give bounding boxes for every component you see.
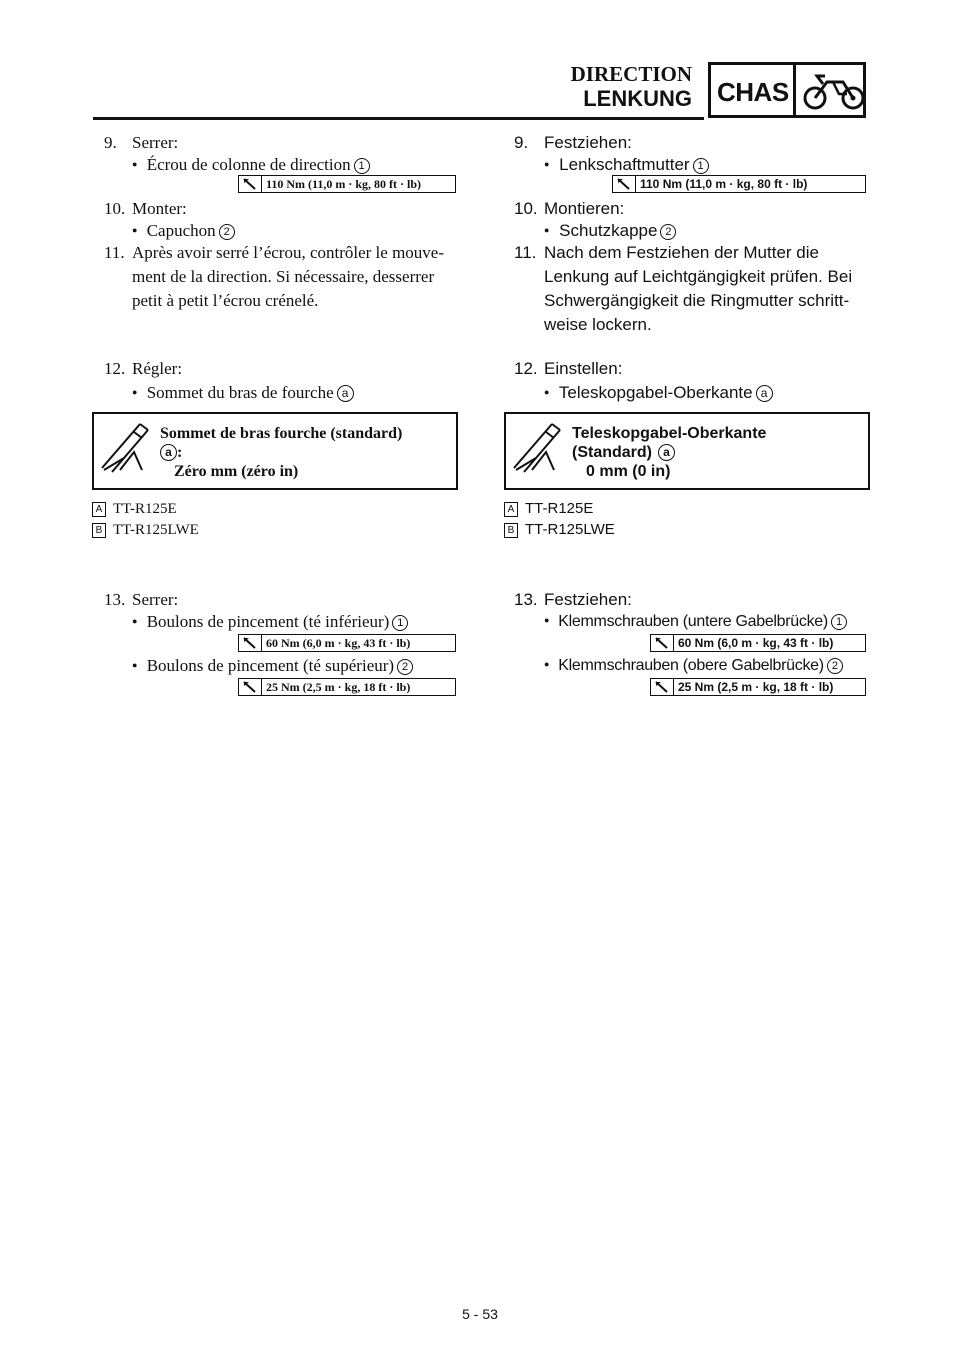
spec-label: Teleskopgabel-Oberkante <box>572 425 767 442</box>
torque-wrench-icon <box>239 679 262 695</box>
chassis-badge-label: CHAS <box>717 77 789 107</box>
list-item: ● Klemmschrauben (untere Gabelbrücke) 1 <box>544 612 847 631</box>
list-item: ● Écrou de colonne de direction 1 <box>132 155 370 175</box>
motorcycle-icon <box>803 72 865 112</box>
torque-wrench-icon <box>651 635 674 651</box>
list-item: ● Capuchon 2 <box>132 221 235 241</box>
list-item: ● Schutzkappe 2 <box>544 221 676 241</box>
torque-wrench-icon <box>239 635 262 651</box>
torque-box: 25 Nm (2,5 m · kg, 18 ft · lb) <box>238 678 456 696</box>
header-rule <box>93 117 704 120</box>
step-9-de: 9. Festziehen: <box>514 133 632 152</box>
torque-box: 60 Nm (6,0 m · kg, 43 ft · lb) <box>238 634 456 652</box>
list-item: ● Lenkschaftmutter 1 <box>544 155 709 175</box>
step-11-fr-line3: petit à petit l’écrou crénelé. <box>132 291 319 310</box>
list-item: ● Klemmschrauben (obere Gabelbrücke) 2 <box>544 656 843 675</box>
spec-ref: a : <box>160 443 450 462</box>
step-11-de-line4: weise lockern. <box>544 315 652 334</box>
section-title-fr: DIRECTION <box>570 62 692 86</box>
torque-box: 25 Nm (2,5 m · kg, 18 ft · lb) <box>650 678 866 696</box>
step-11-de: 11. Nach dem Festziehen der Mutter die <box>514 243 819 262</box>
model-label: A TT-R125E <box>504 500 593 518</box>
step-10-fr: 10. Monter: <box>104 199 187 218</box>
caliper-icon <box>94 414 154 488</box>
spec-value: Zéro mm (zéro in) <box>174 463 299 481</box>
model-label: B TT-R125LWE <box>92 521 199 539</box>
badge-divider <box>793 65 796 115</box>
spec-box <box>504 412 870 490</box>
step-11-de-line2: Lenkung auf Leichtgängigkeit prüfen. Bei <box>544 267 853 286</box>
step-9-fr: 9. Serrer: <box>104 133 179 152</box>
spec-ref: (Standard) a <box>572 443 862 462</box>
step-12-fr: 12. Régler: <box>104 359 183 378</box>
step-13-de: 13. Festziehen: <box>514 590 632 609</box>
torque-wrench-icon <box>613 176 636 192</box>
step-11-fr-line2: ment de la direction. Si nécessaire, desserrer <box>132 267 435 286</box>
spec-label: Sommet de bras fourche (standard) <box>160 425 403 442</box>
torque-box: 60 Nm (6,0 m · kg, 43 ft · lb) <box>650 634 866 652</box>
caliper-icon <box>506 414 566 488</box>
list-item: ● Teleskopgabel-Oberkante a <box>544 383 773 403</box>
model-label: A TT-R125E <box>92 500 177 518</box>
list-item: ● Sommet du bras de fourche a <box>132 383 354 403</box>
step-12-de: 12. Einstellen: <box>514 359 623 378</box>
step-11-de-line3: Schwergängigkeit die Ringmutter schritt- <box>544 291 850 310</box>
torque-wrench-icon <box>239 176 262 192</box>
torque-box: 110 Nm (11,0 m · kg, 80 ft · lb) <box>238 175 456 193</box>
spec-box <box>92 412 458 490</box>
spec-value: 0 mm (0 in) <box>586 463 671 481</box>
step-10-de: 10. Montieren: <box>514 199 625 218</box>
step-13-fr: 13. Serrer: <box>104 590 179 609</box>
torque-wrench-icon <box>651 679 674 695</box>
model-label: B TT-R125LWE <box>504 521 615 539</box>
chassis-badge <box>708 62 866 118</box>
step-11-fr: 11. Après avoir serré l’écrou, contrôler le mouve- <box>104 243 445 262</box>
torque-box: 110 Nm (11,0 m · kg, 80 ft · lb) <box>612 175 866 193</box>
page-number: 5 - 53 <box>462 1306 498 1322</box>
list-item: ● Boulons de pincement (té inférieur) 1 <box>132 612 408 632</box>
list-item: ● Boulons de pincement (té supérieur) 2 <box>132 656 413 676</box>
section-title-de: LENKUNG <box>583 86 692 111</box>
